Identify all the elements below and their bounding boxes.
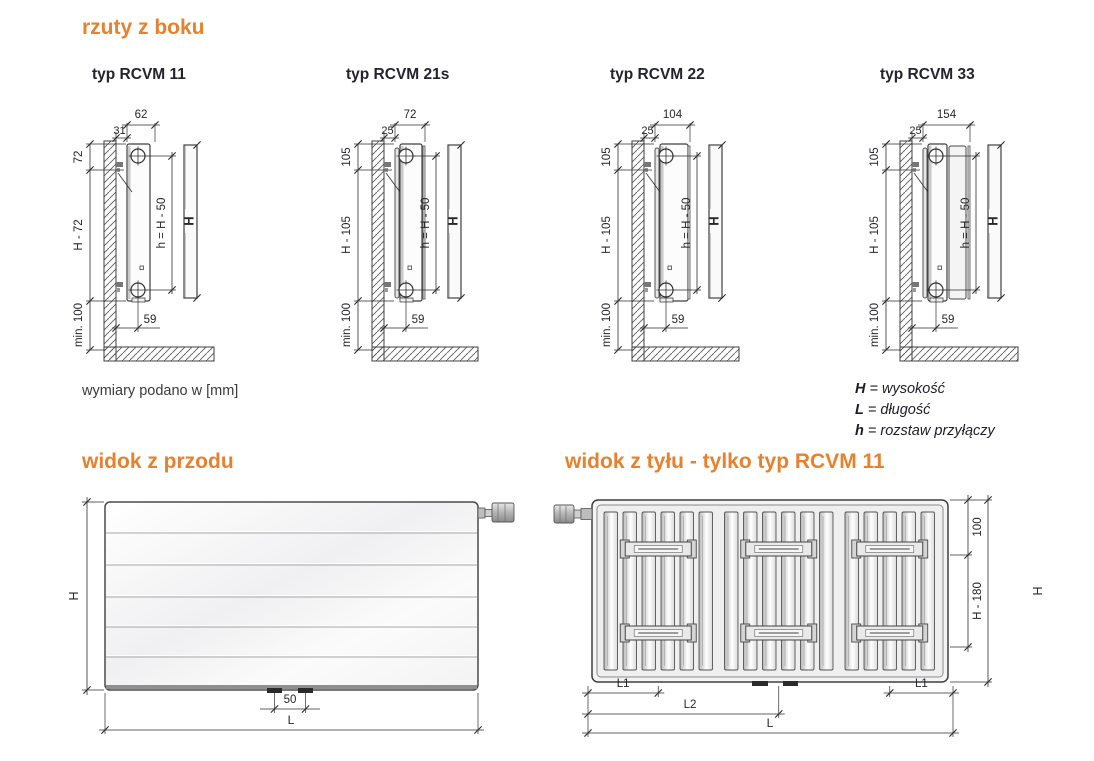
svg-text:154: 154 [936, 109, 957, 121]
svg-text:min. 100: min. 100 [73, 302, 85, 348]
svg-text:h = H - 50: h = H - 50 [960, 197, 972, 249]
svg-text:72: 72 [403, 109, 417, 121]
legend-separator: = [869, 381, 878, 397]
svg-text:25: 25 [641, 125, 654, 137]
svg-text:h = H - 50: h = H - 50 [420, 197, 432, 249]
legend-symbol: L [855, 402, 864, 418]
side-view-title-rcvm22: typ RCVM 22 [610, 66, 705, 83]
legend-meaning: długość [880, 402, 931, 418]
side-view-diagram-rcvm11 [60, 108, 288, 376]
svg-text:H - 105: H - 105 [869, 216, 881, 254]
legend-separator: = [867, 402, 877, 418]
svg-text:min. 100: min. 100 [341, 302, 353, 348]
side-view-title-rcvm33: typ RCVM 33 [880, 66, 975, 83]
side-view-rcvm33 [856, 66, 1088, 348]
svg-text:105: 105 [341, 147, 353, 167]
svg-text:min. 100: min. 100 [869, 302, 881, 348]
side-view-title-rcvm21s: typ RCVM 21s [346, 66, 450, 83]
legend-row-height [855, 379, 995, 400]
svg-text:H - 180: H - 180 [972, 582, 984, 620]
svg-text:31: 31 [113, 125, 126, 137]
svg-text:H: H [1031, 586, 1045, 596]
back-view-diagram [552, 488, 1094, 761]
svg-text:59: 59 [671, 314, 685, 326]
svg-text:L1: L1 [914, 678, 928, 690]
svg-text:H: H [67, 591, 81, 601]
legend-meaning: wysokość [882, 381, 945, 397]
svg-text:h = H - 50: h = H - 50 [681, 197, 693, 249]
svg-text:62: 62 [134, 109, 148, 121]
side-view-rcvm11 [60, 66, 292, 348]
svg-text:100: 100 [972, 517, 984, 537]
svg-text:H: H [985, 216, 1001, 226]
svg-text:25: 25 [381, 125, 394, 137]
legend-row-length [855, 400, 995, 421]
svg-text:L2: L2 [683, 699, 697, 711]
legend-symbol: h [855, 423, 864, 439]
front-view-diagram [60, 488, 542, 761]
dimension-legend [855, 379, 995, 442]
svg-text:h = H - 50: h = H - 50 [156, 197, 168, 249]
svg-text:H - 72: H - 72 [73, 219, 85, 251]
svg-text:59: 59 [143, 314, 157, 326]
svg-text:L1: L1 [616, 678, 630, 690]
section-title-back-view: widok z tyłu - tylko typ RCVM 11 [565, 450, 885, 473]
svg-text:H: H [445, 216, 461, 226]
units-note: wymiary podano w [mm] [82, 383, 239, 399]
side-view-diagram-rcvm21s [328, 108, 556, 376]
svg-text:59: 59 [411, 314, 425, 326]
side-view-rcvm21s [328, 66, 560, 348]
legend-symbol: H [855, 381, 866, 397]
side-view-rcvm22 [588, 66, 820, 348]
svg-text:L: L [766, 716, 774, 730]
side-view-title-rcvm11: typ RCVM 11 [92, 66, 186, 83]
svg-text:25: 25 [909, 125, 922, 137]
section-title-side-views: rzuty z boku [82, 16, 205, 39]
svg-text:105: 105 [869, 147, 881, 167]
svg-text:L: L [287, 713, 295, 727]
svg-text:104: 104 [662, 109, 683, 121]
side-view-diagram-rcvm33 [856, 108, 1094, 376]
legend-separator: = [867, 423, 877, 439]
legend-meaning: rozstaw przyłączy [880, 423, 995, 439]
svg-text:50: 50 [283, 694, 297, 706]
section-title-front-view: widok z przodu [82, 450, 234, 473]
legend-row-pipe-spacing [855, 421, 995, 442]
svg-text:H: H [706, 216, 722, 226]
svg-text:105: 105 [601, 147, 613, 167]
svg-text:H - 105: H - 105 [601, 216, 613, 254]
svg-text:72: 72 [73, 150, 85, 164]
side-view-diagram-rcvm22 [588, 108, 816, 376]
svg-text:H - 105: H - 105 [341, 216, 353, 254]
svg-text:min. 100: min. 100 [601, 302, 613, 348]
svg-text:59: 59 [941, 314, 955, 326]
svg-text:H: H [181, 216, 197, 226]
